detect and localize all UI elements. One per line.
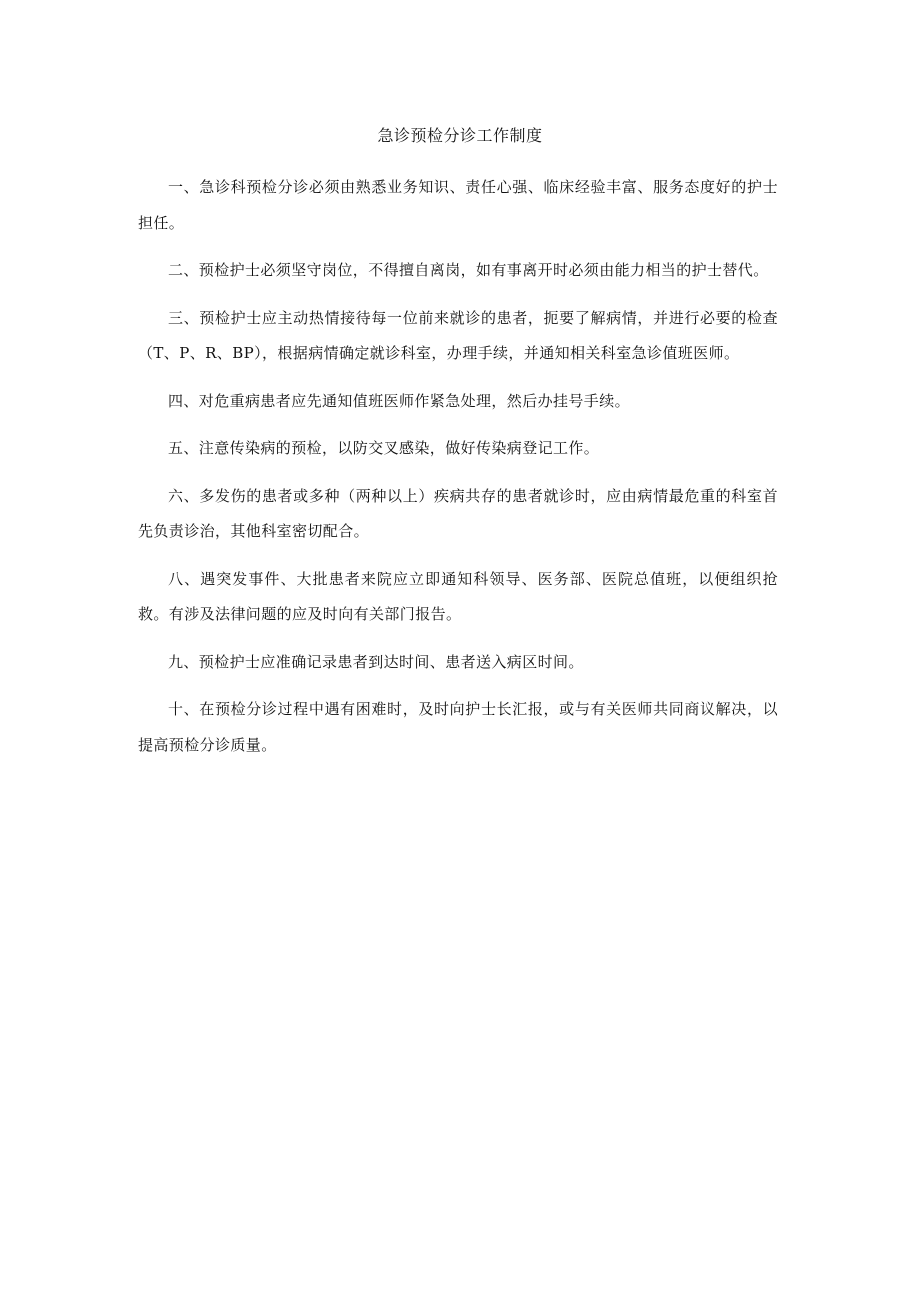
paragraph-5: 五、注意传染病的预检，以防交叉感染，做好传染病登记工作。 xyxy=(168,439,600,457)
paragraph-8: 八、遇突发事件、大批患者来院应立即通知科领导、医务部、医院总值班，以便组织抢救。有涉及法律问题的应及时向有关部门报告。 xyxy=(138,569,778,623)
paragraph-4: 四、对危重病患者应先通知值班医师作紧急处理，然后办挂号手续。 xyxy=(168,391,631,410)
paragraph-3: 三、预检护士应主动热情接待每一位前来就诊的患者，扼要了解病情，并进行必要的检查（T、P、R、BP），根据病情确定就诊科室，办理手续，并通知相关科室急诊值班医师。 xyxy=(138,308,778,362)
paragraph-1: 一、急诊科预检分诊必须由熟悉业务知识、责任心强、临床经验丰富、服务态度好的护士担任。 xyxy=(138,178,778,232)
paragraph-2: 二、预检护士必须坚守岗位，不得擅自离岗，如有事离开时必须由能力相当的护士替代。 xyxy=(168,261,769,279)
paragraph-9: 九、预检护士应准确记录患者到达时间、患者送入病区时间。 xyxy=(168,652,584,671)
document-body xyxy=(138,170,778,775)
paragraph-10: 十、在预检分诊过程中遇有困难时，及时向护士长汇报，或与有关医师共同商议解决，以提高预检分诊质量。 xyxy=(138,700,778,754)
paragraph-6: 六、多发伤的患者或多种（两种以上）疾病共存的患者就诊时，应由病情最危重的科室首先负责诊治，其他科室密切配合。 xyxy=(138,486,778,540)
document-title: 急诊预检分诊工作制度 xyxy=(377,126,543,145)
